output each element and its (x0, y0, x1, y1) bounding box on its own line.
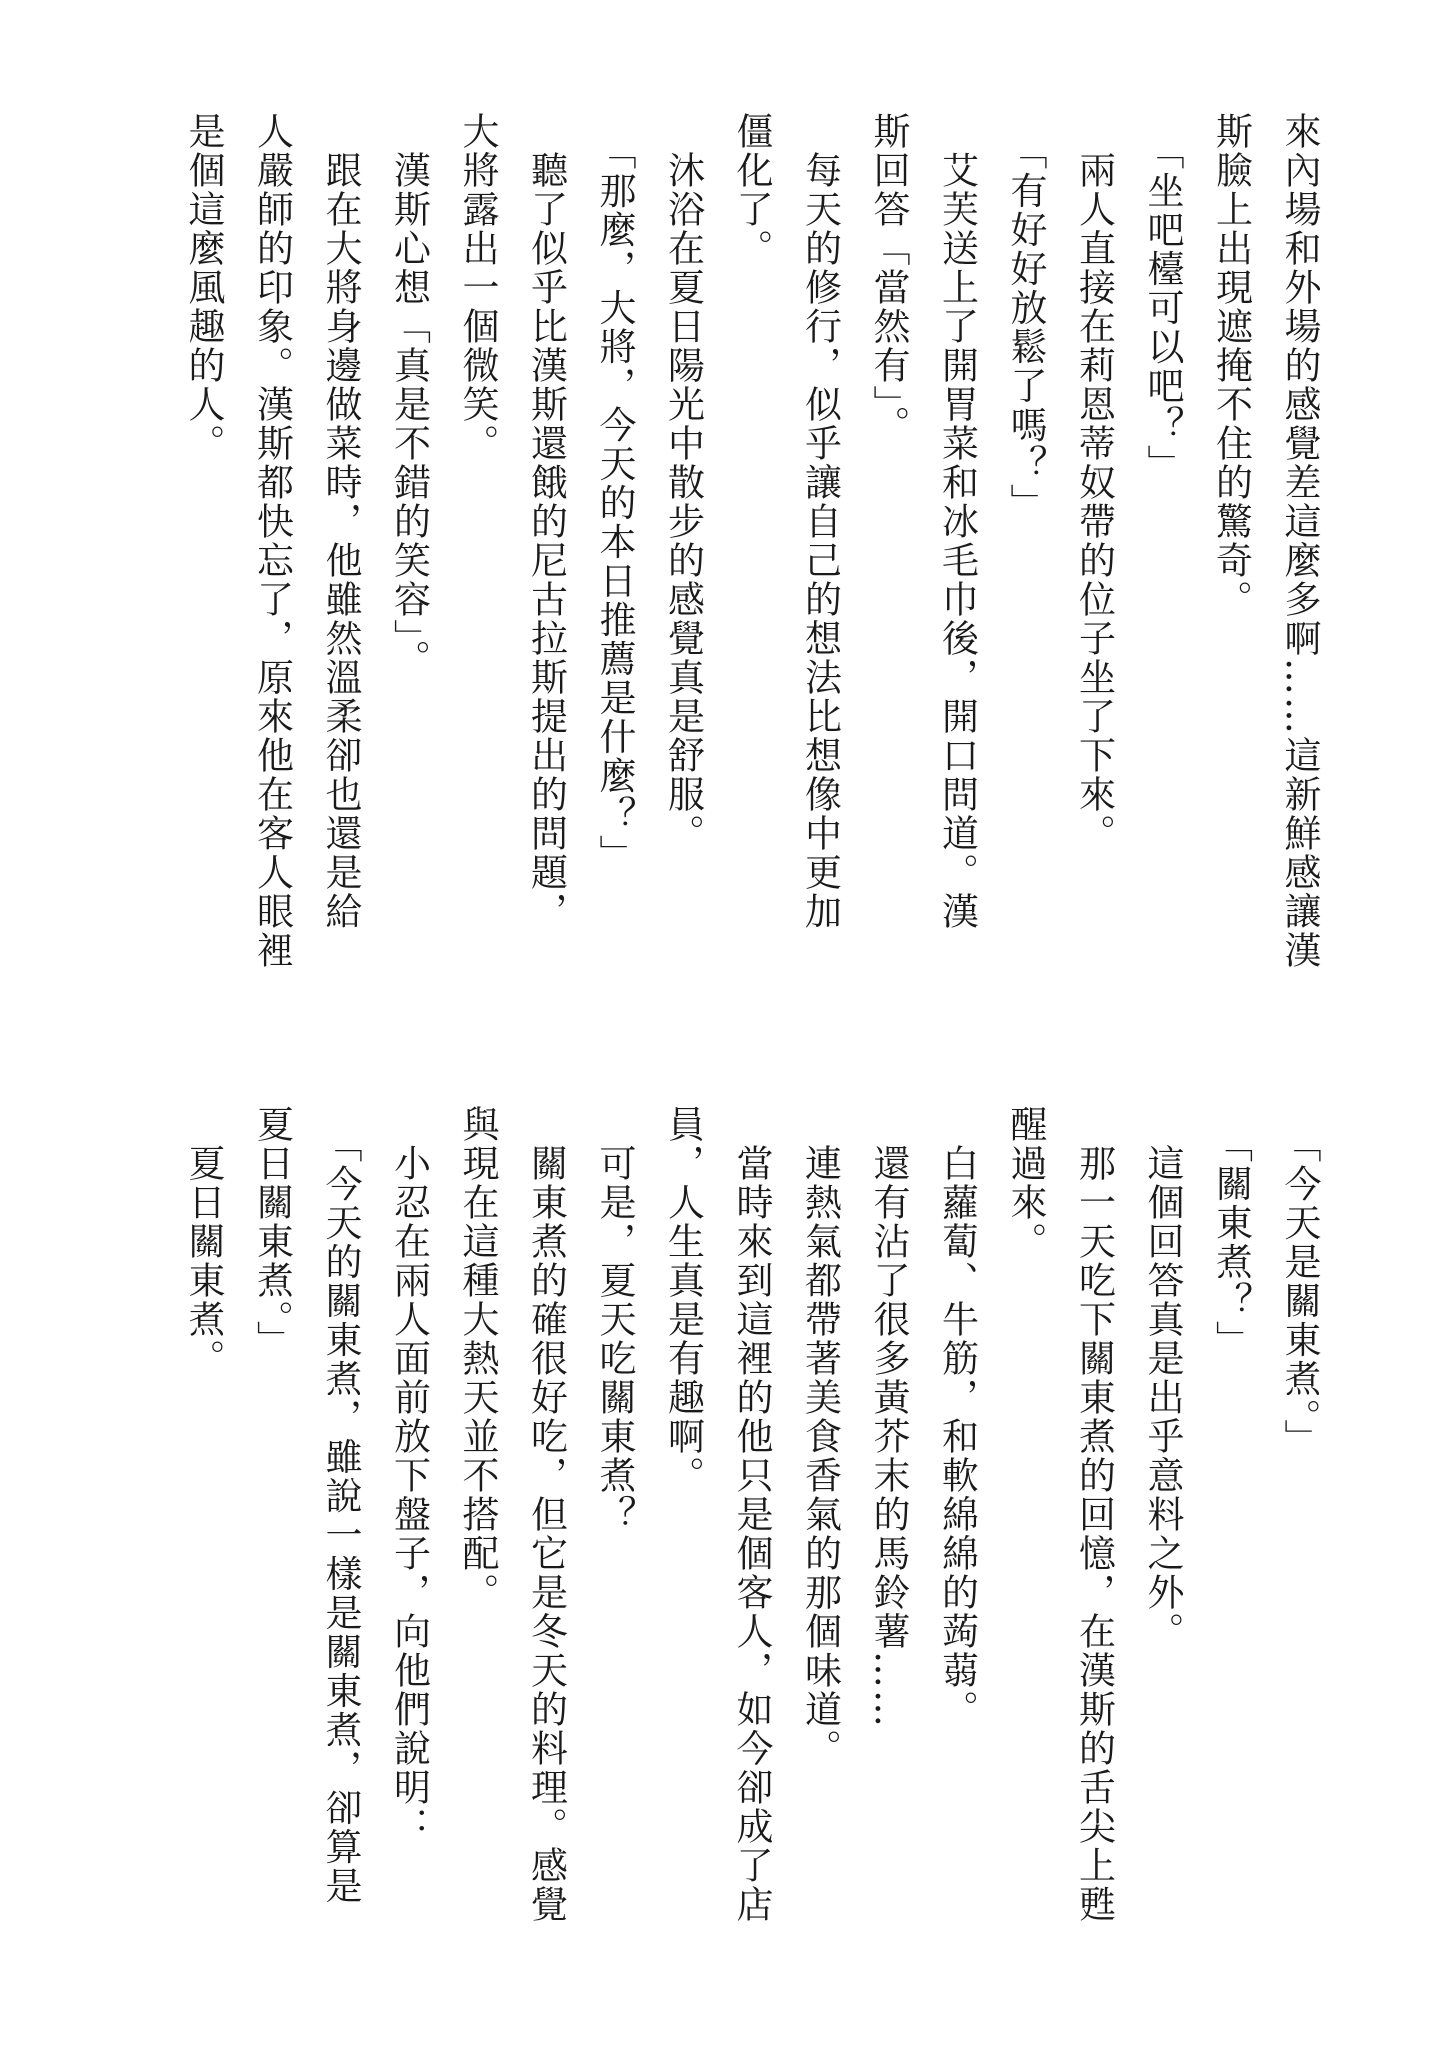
text-column: 聽了似乎比漢斯還餓的尼古拉斯提出的問題， (524, 112, 568, 931)
text-column: 小忍在兩人面前放下盤子，向他們說明： (387, 1105, 431, 1846)
text-column: 漢斯心想「真是不錯的笑容」。 (387, 112, 431, 679)
text-column: 那一天吃下關東煮的回憶，在漢斯的舌尖上甦 (1072, 1105, 1116, 1924)
top-text-block (93, 112, 1333, 972)
bottom-text-block (93, 1105, 1333, 1965)
text-column: 是個這麼風趣的人。 (182, 112, 225, 463)
text-column: 「有好好放鬆了嗎？」 (1004, 112, 1047, 523)
text-column: 醒過來。 (1004, 1105, 1047, 1261)
text-column: 夏日關東煮。 (182, 1105, 225, 1378)
text-column: 「那麼，大將，今天的本日推薦是什麼？」 (593, 112, 636, 874)
text-column: 人嚴師的印象。漢斯都快忘了，原來他在客人眼裡 (250, 112, 294, 970)
text-column: 可是，夏天吃關東煮？ (593, 1105, 636, 1534)
text-column: 僵化了。 (730, 112, 773, 268)
text-column: 大將露出一個微笑。 (456, 112, 499, 463)
text-column: 斯回答「當然有」。 (867, 112, 910, 445)
text-column: 還有沾了很多黃芥末的馬鈴薯…… (867, 1105, 910, 1729)
text-column: 每天的修行，似乎讓自己的想法比想像中更加 (798, 112, 842, 931)
text-column: 跟在大將身邊做菜時，他雖然溫柔卻也還是給 (319, 112, 362, 931)
text-column: 沐浴在夏日陽光中散步的感覺真是舒服。 (661, 112, 705, 853)
text-column: 斯臉上出現遮掩不住的驚奇。 (1209, 112, 1253, 619)
text-column: 兩人直接在莉恩蒂奴帶的位子坐了下來。 (1072, 112, 1116, 853)
text-column: 白蘿蔔、牛筋，和軟綿綿的蒟蒻。 (935, 1105, 979, 1729)
text-column: 「坐吧檯可以吧？」 (1141, 112, 1184, 484)
text-column: 員，人生真是有趣啊。 (661, 1105, 705, 1495)
text-column: 夏日關東煮。」 (250, 1105, 294, 1360)
text-column: 來內場和外場的感覺差這麼多啊……這新鮮感讓漢 (1278, 112, 1321, 970)
text-column: 「今天是關東煮。」 (1278, 1105, 1321, 1458)
text-column: 「關東煮？」 (1209, 1105, 1253, 1360)
text-column: 當時來到這裡的他只是個客人，如今卻成了店 (730, 1105, 773, 1924)
text-column: 「今天的關東煮，雖說一樣是關東煮，卻算是 (319, 1105, 362, 1906)
text-column: 這個回答真是出乎意料之外。 (1141, 1105, 1184, 1651)
text-column: 關東煮的確很好吃，但它是冬天的料理。感覺 (524, 1105, 568, 1924)
text-column: 艾芙送上了開胃菜和冰毛巾後，開口問道。漢 (935, 112, 979, 931)
text-column: 連熱氣都帶著美食香氣的那個味道。 (798, 1105, 842, 1768)
text-column: 與現在這種大熱天並不搭配。 (456, 1105, 499, 1612)
